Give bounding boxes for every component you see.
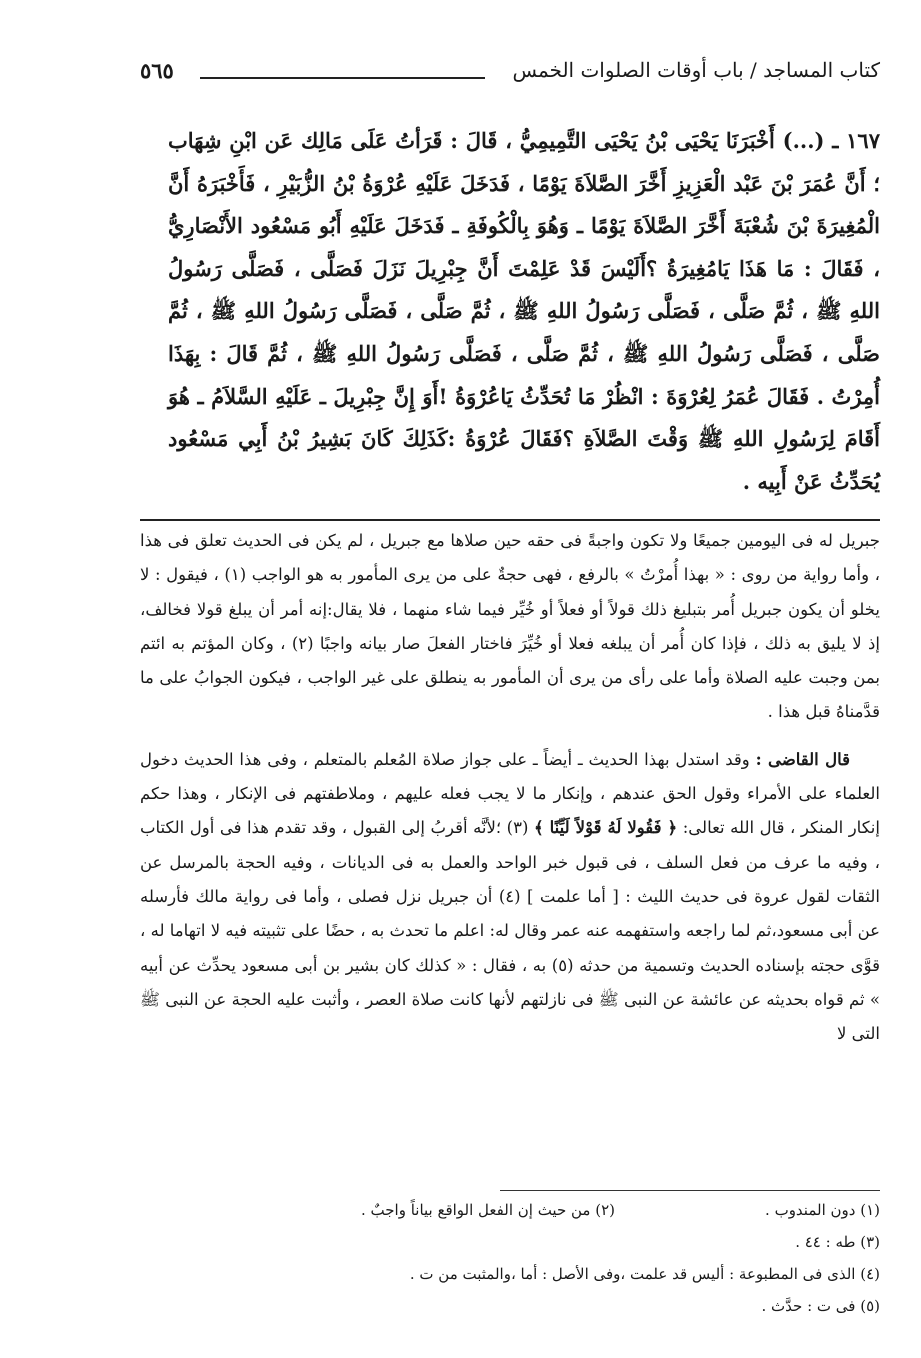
footnote-row-1: [160, 1196, 880, 1228]
footnote-row-4: [160, 1292, 880, 1324]
commentary-paragraph-2-part-a: وقد استدل بهذا الحديث ـ أيضاً ـ على جواز صلاة المُعلم بالمتعلم ، وفى هذا الحديث دخول العلماء على الأمراء وقول الحق عندهم ، وإنكار ما لا يجب فعله عليهم ، وملاطفتهم فى الإنكار ، وهذا حكم إنكار المنكر ، قال الله تعالى:: [140, 749, 880, 838]
footnote-4: (٤) الذى فى المطبوعة : أليس قد علمت ،وفى الأصل : أما ،والمثبت من ت .: [409, 1265, 880, 1283]
footnote-row-3: [160, 1260, 880, 1292]
hadith-text: ١٦٧ ـ (...) أَخْبَرَنَا يَحْيَى بْنُ يَحْيَى التَّمِيمِيُّ ، قَالَ : قَرَأتُ عَلَى مَالِك عَن ابْنِ شِهَاب ؛ أَنَّ عُمَرَ بْنَ عَبْد الْعَزِيزِ أَخَّرَ الصَّلاَةَ يَوْمًا ، فَدَخَلَ عَلَيْهِ عُرْوَةُ بْنُ الزُّبَيْرِ ، فَأَخْبَرَهُ أَنَّ الْمُغِيرَةَ بْنَ شُعْبَةَ أَخَّرَ الصَّلاَةَ يَوْمًا ـ وَهُوَ بِالْكُوفَةِ ـ فَدَخَلَ عَلَيْهِ أَبُو مَسْعُود الأَنْصَارِيُّ ، فَقَالَ : مَا هَذَا يَامُغِيرَةُ ؟أَلَيْسَ قَدْ عَلِمْتَ أَنَّ جِبْرِيلَ نَزَلَ فَصَلَّى ، فَصَلَّى رَسُولُ اللهِ ﷺ ، ثُمَّ صَلَّى ، فَصَلَّى رَسُولُ اللهِ ﷺ ، ثُمَّ صَلَّى ، فَصَلَّى رَسُولُ اللهِ ﷺ ، ثُمَّ صَلَّى ، فَصَلَّى رَسُولُ اللهِ ﷺ ، ثُمَّ صَلَّى ، فَصَلَّى رَسُولُ اللهِ ﷺ ، ثُمَّ قَالَ : بِهَذَا أُمِرْتُ . فَقَالَ عُمَرُ لِعُرْوَةَ : انْظُرْ مَا تُحَدِّثُ يَاعُرْوَةُ !أَوَ إِنَّ جِبْرِيلَ ـ عَلَيْهِ السَّلاَمُ ـ هُوَ أَقَامَ لِرَسُولِ اللهِ ﷺ وَقْتَ الصَّلاَةِ ؟فَقَالَ عُرْوَةُ :كَذَلِكَ كَانَ بَشِيرُ بْنُ أَبِي مَسْعُود يُحَدِّثُ عَنْ أَبِيه .: [168, 128, 880, 494]
header-rule: [200, 77, 485, 79]
footnotes: [160, 1196, 880, 1324]
footnote-2: (٢) من حيث إن الفعل الواقع بياناً واجبٌ .: [360, 1201, 615, 1219]
section-divider: [140, 519, 880, 521]
commentary-paragraph-1: جبريل له فى اليومين جميعًا ولا تكون واجبةً فى حقه حين صلاها مع جبريل ، لم يكن فى الحديث تعلق فى هذا ، وأما رواية من روى : « بهذا أُمرْتُ » بالرفع ، فهى حجةٌ على من يرى المأمور به هو الواجب (١) ، فيقول : لا يخلو أن يكون جبريل أُمر بتبليغ ذلك قولاً أو فعلاً أو خُيِّر فيما شاء منهما ، فلا يقال:إنه أمر أن يبلغ قولا فخالف، إذ لا يليق به ذلك ، فإذا كان أُمر أن يبلغه فعلا أو خُيِّرَ فاختار الفعلَ صار بيانه واجبًا (٢) ، وكان المؤتم به ائتم بمن وجبت عليه الصلاة وأما على رأى من يرى أن المأمور به ينطلق على غير الواجب ، فيكون الجوابُ على ما قدَّمناهُ قبل هذا .: [140, 531, 880, 722]
footnote-1: (١) دون المندوب .: [765, 1201, 880, 1219]
footnote-5: (٥) فى ت : حدَّث .: [761, 1297, 880, 1315]
footnote-rule: [500, 1190, 880, 1191]
running-header: [140, 58, 880, 92]
page-number: ٥٦٥: [140, 58, 174, 83]
commentary-paragraph-2-part-b: (٣) ؛لأنَّه أقربُ إلى القبول ، وقد تقدم هذا فى أول الكتاب ، وفيه ما عرف من فعل السلف ، فى قبول خبر الواحد والعمل به فى الديانات ، وفيه الحجة بالمرسل عن الثقات لقول عروة فى حديث الليث : [ أما علمت ] (٤) أن جبريل نزل فصلى ، وأما فى رواية مالك فأرسله عن أبى مسعود،ثم لما راجعه واستفهمه عنه عمر وقال له: اعلم ما تحدث به ، حضًا على تثبيته فيه لا اتهاما له ، قوَّى حجته بإسناده الحديث وتسمية من حدثه (٥) به ، فقال : « كذلك كان بشير بن أبى مسعود يحدِّث عن أبيه » ثم قواه بحديثه عن عائشة عن النبى ﷺ فى نازلتهم لأنها كانت صلاة العصر ، وأثبت عليه الحجة عن النبى ﷺ التى لا: [140, 818, 880, 1044]
footnote-3: (٣) طه : ٤٤ .: [795, 1233, 880, 1251]
running-header-title: كتاب المساجد / باب أوقات الصلوات الخمس: [512, 58, 880, 82]
footnote-row-2: [160, 1228, 880, 1260]
commentary-paragraph-2: [140, 743, 880, 1052]
qadi-label: قال القاضى :: [755, 749, 850, 769]
quran-quote: ﴿ فَقُولا لَهُ قَوْلاً لَيِّنًا ﴾: [533, 818, 678, 838]
commentary: [140, 524, 880, 1051]
